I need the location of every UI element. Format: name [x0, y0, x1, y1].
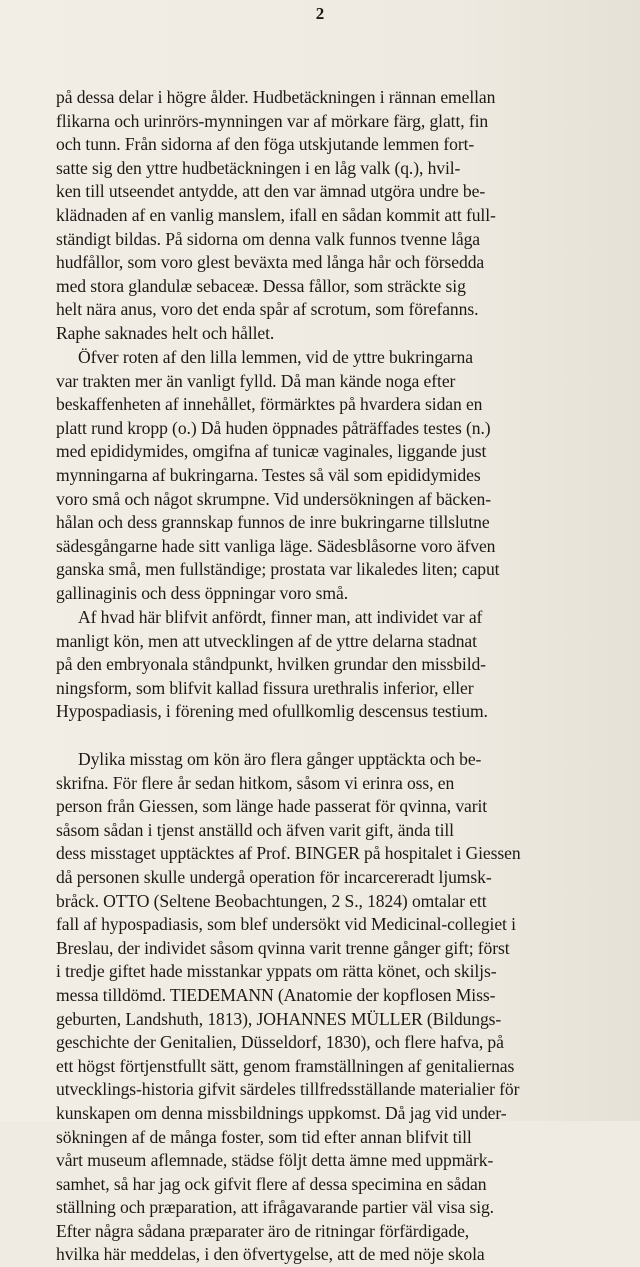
text-line: klädnaden af en vanlig manslem, ifall en sådan kommit att full-	[56, 204, 496, 225]
text-line: och tunn. Från sidorna af den föga utskjutande lemmen fort-	[56, 134, 475, 155]
text-line: med epididymides, omgifna af tunicæ vaginales, liggande just	[56, 441, 487, 462]
text-line: vårt museum aflemnade, städse följt detta ämne med uppmärk-	[56, 1150, 494, 1171]
text-line: på dessa delar i högre ålder. Hudbetäckningen i rännan emellan	[56, 87, 496, 107]
text-line: samhet, så har jag ock gifvit flere af dessa specimina en sådan	[56, 1173, 487, 1194]
text-line: gallinaginis och dess öppningar voro små.	[56, 582, 349, 603]
text-line: messa tilldömd. TIEDEMANN (Anatomie der kopflosen Miss-	[56, 984, 496, 1005]
text-line: manligt kön, men att utvecklingen af de yttre delarna stadnat	[56, 630, 477, 651]
text-line: hvilka här meddelas, i den öfvertygelse, att de med nöje skola	[56, 1244, 485, 1265]
text-line: sökningen af de många foster, som tid efter annan blifvit till	[56, 1126, 472, 1147]
paragraph-3	[56, 606, 640, 724]
text-line: Breslau, der individet såsom qvinna varit trenne gånger gift; först	[56, 937, 510, 958]
text-line: Af hvad här blifvit anfördt, finner man, att individet var af	[78, 607, 483, 627]
text-line: Hypospadiasis, i förening med ofullkomlig descensus testium.	[56, 701, 488, 722]
text-line: hudfållor, som voro glest beväxta med långa hår och försedda	[56, 252, 485, 273]
text-line: platt rund kropp (o.) Då huden öppnades påträffades testes (n.)	[56, 417, 491, 438]
text-line: Öfver roten af den lilla lemmen, vid de yttre bukringarna	[78, 347, 473, 367]
text-line: voro små och något skrumpne. Vid undersökningen af bäcken-	[56, 488, 491, 509]
text-line: helt nära anus, voro det enda spår af scrotum, som förefanns.	[56, 299, 479, 320]
text-line: bråck. OTTO (Seltene Beobachtungen, 2 S., 1824) omtalar ett	[56, 890, 487, 911]
page-number: 2	[315, 4, 325, 23]
text-line: ständigt bildas. På sidorna om denna valk funnos tvenne låga	[56, 228, 480, 249]
text-line: var trakten mer än vanligt fylld. Då man kände noga efter	[56, 370, 456, 391]
text-line: då personen skulle undergå operation för incarcereradt ljumsk-	[56, 866, 492, 887]
text-line: på den embryonala ståndpunkt, hvilken grundar den missbild-	[56, 654, 486, 675]
text-line: sädesgångarne hade sitt vanliga läge. Sädesblåsorne voro äfven	[56, 535, 496, 556]
text-line: dess misstaget upptäcktes af Prof. BINGER på hospitalet i Giessen	[56, 843, 521, 864]
text-line: geburten, Landshuth, 1813), JOHANNES MÜLLER (Bildungs-	[56, 1008, 502, 1029]
text-line: hålan och dess grannskap funnos de inre bukringarne tillslutne	[56, 512, 490, 533]
text-line: utvecklings-historia gifvit särdeles tillfredsställande materialier för	[56, 1079, 520, 1100]
text-line: beskaffenheten af innehållet, förmärktes på hvardera sidan en	[56, 394, 483, 415]
paragraph-1	[56, 86, 640, 346]
text-line: i tredje giftet hade misstankar yppats om rätta könet, och skiljs-	[56, 961, 497, 982]
text-line: mynningarna af bukringarna. Testes så väl som epididymides	[56, 464, 481, 485]
text-line: ganska små, men fullständige; prostata var likaledes liten; caput	[56, 559, 500, 580]
text-line: person från Giessen, som länge hade passerat för qvinna, varit	[56, 796, 488, 817]
text-line: fall af hypospadiasis, som blef undersökt vid Medicinal-collegiet i	[56, 914, 516, 935]
text-line: ningsform, som blifvit kallad fissura urethralis inferior, eller	[56, 677, 474, 698]
text-line: ett högst förtjenstfullt sätt, genom framställningen af genitaliernas	[56, 1055, 515, 1076]
text-line: Efter några sådana præparater äro de ritningar förfärdigade,	[56, 1220, 470, 1241]
text-line: geschichte der Genitalien, Düsseldorf, 1830), och flere hafva, på	[56, 1032, 504, 1053]
text-line: ken till utseendet antydde, att den var ämnad utgöra undre be-	[56, 181, 486, 202]
paragraph-4	[56, 748, 640, 1267]
text-line: såsom sådan i tjenst anställd och äfven varit gift, ända till	[56, 819, 454, 840]
text-line: med stora glandulæ sebaceæ. Dessa fållor, som sträckte sig	[56, 275, 466, 296]
text-line: Raphe saknades helt och hållet.	[56, 322, 275, 343]
text-line: Dylika misstag om kön äro flera gånger upptäckta och be-	[78, 749, 482, 769]
text-line: ställning och præparation, att ifrågavarande partier väl visa sig.	[56, 1197, 494, 1218]
text-line: flikarna och urinrörs-mynningen var af mörkare färg, glatt, fin	[56, 110, 489, 131]
paragraph-2	[56, 346, 640, 606]
text-line: skrifna. För flere år sedan hitkom, såsom vi erinra oss, en	[56, 772, 455, 793]
text-line: satte sig den yttre hudbetäckningen i en låg valk (q.), hvil-	[56, 157, 461, 178]
text-line: kunskapen om denna missbildnings uppkomst. Då jag vid under-	[56, 1102, 507, 1123]
